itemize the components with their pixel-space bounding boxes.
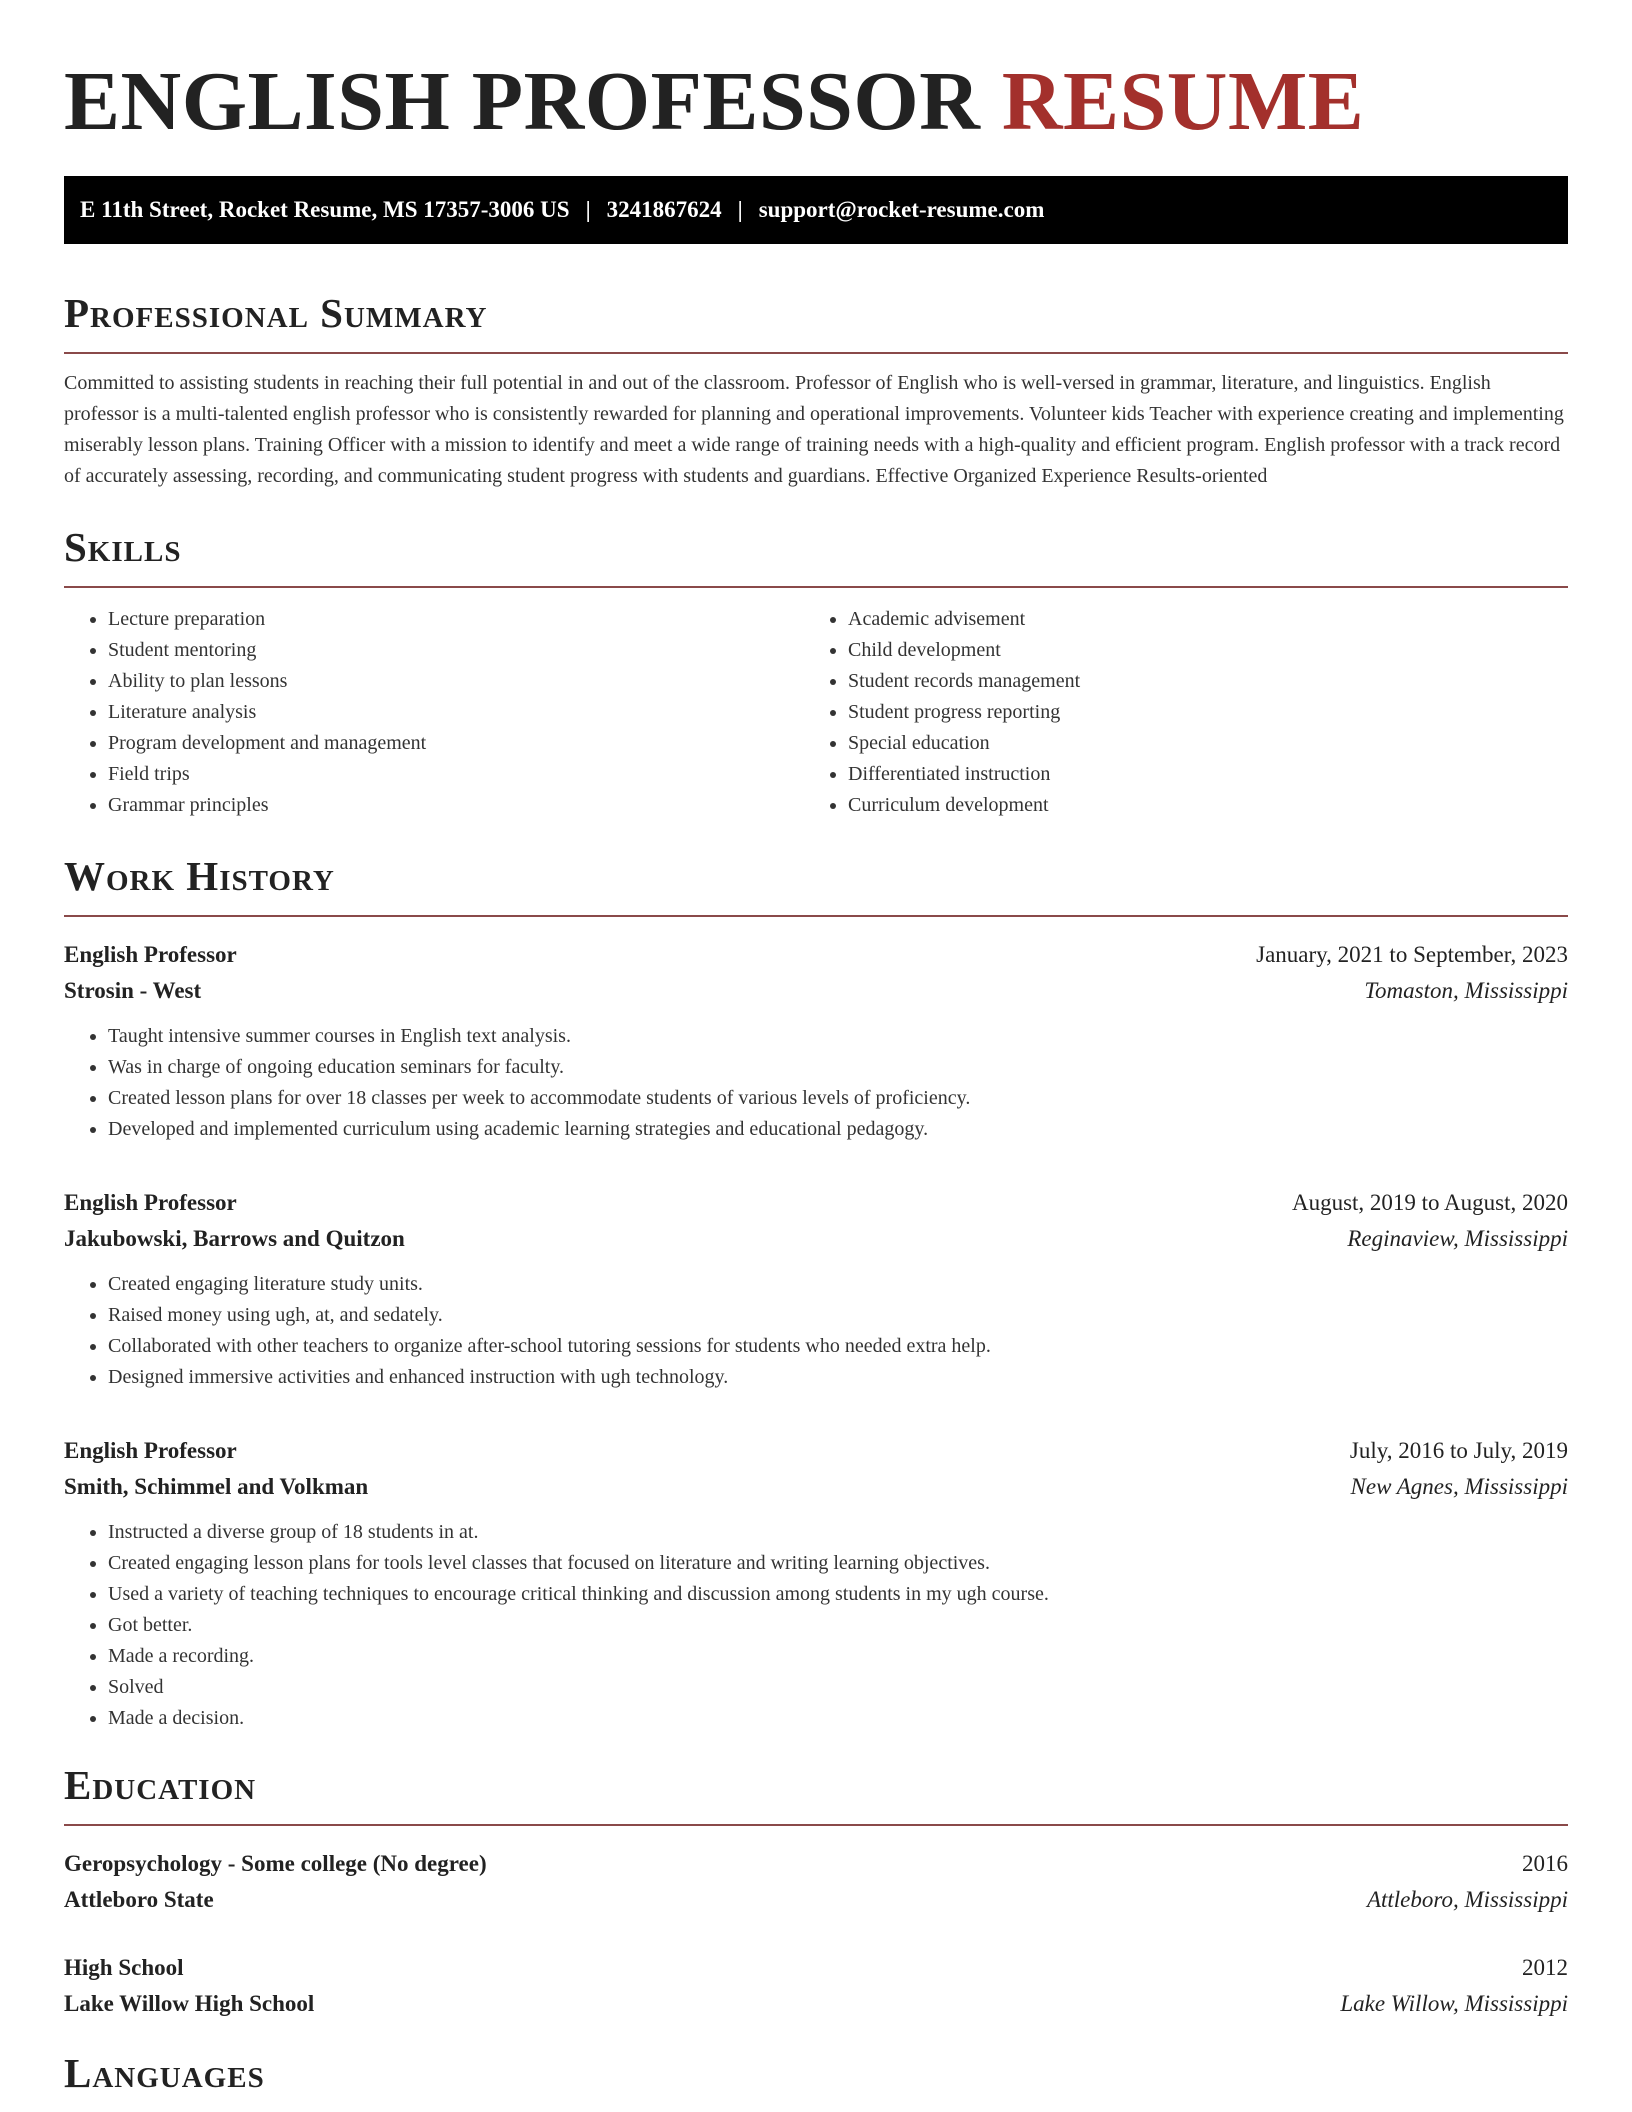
education-entry [64,1950,1568,2022]
skills-column-left [64,604,804,821]
skill-item: • Lecture preparation [108,604,804,635]
title-main: ENGLISH PROFESSOR [64,55,981,148]
education-school: Lake Willow High School [64,1991,315,2016]
education-year: 2016 [1522,1851,1568,1876]
job-company: Jakubowski, Barrows and Quitzon [64,1226,405,1251]
section-title-work-history: Work History [64,853,335,899]
section-divider [64,1824,1568,1826]
education-school: Attleboro State [64,1887,214,1912]
skill-item: • Literature analysis [108,697,804,728]
job-entry [64,1185,1568,1393]
job-location: New Agnes, Mississippi [1350,1474,1568,1499]
education-degree: High School [64,1955,184,1980]
contact-phone: 3241867624 [606,197,722,222]
skill-item: • Curriculum development [848,790,1544,821]
section-divider [64,352,1568,354]
job-role: English Professor [64,1438,237,1463]
job-role: English Professor [64,1190,237,1215]
section-title-education: Education [64,1762,257,1808]
job-entry [64,937,1568,1145]
resume-title [64,0,1568,152]
contact-separator: | [737,197,743,222]
summary-text: Committed to assisting students in reaching their full potential in and out of the classroom. Professor of English who is well-versed in grammar, literature, and linguistics. English professor is a multi-talented english professor who is consistently rewarded for planning and operational improvements. Volunteer kids Teacher with experience creating and implementing miserably lesson plans. Training Officer with a mission to identify and meet a wide range of training needs with a high-quality and efficient program. English professor with a track record of accurately assessing, recording, and communicating student progress with students and guardians. Effective Organized Experience Results-oriented [64,372,1564,487]
education-location: Lake Willow, Mississippi [1340,1991,1568,2016]
job-bullet: • Designed immersive activities and enhanced instruction with ugh technology. [108,1362,1568,1393]
section-divider [64,915,1568,917]
education-entry [64,1846,1568,1918]
job-location: Reginaview, Mississippi [1347,1226,1568,1251]
job-entry [64,1433,1568,1734]
job-dates: July, 2016 to July, 2019 [1349,1438,1568,1463]
section-title-languages: Languages [64,2050,265,2096]
job-location: Tomaston, Mississippi [1364,978,1568,1003]
job-bullet: • Raised money using ugh, at, and sedately. [108,1300,1568,1331]
section-title-summary: Professional Summary [64,290,488,336]
job-bullet: • Developed and implemented curriculum using academic learning strategies and educational pedagogy. [108,1114,1568,1145]
job-bullet: • Collaborated with other teachers to organize after-school tutoring sessions for students who needed extra help. [108,1331,1568,1362]
job-dates: January, 2021 to September, 2023 [1256,942,1568,967]
section-divider [64,586,1568,588]
job-bullets [64,1517,1568,1734]
section-title-skills: Skills [64,524,182,570]
job-bullet: • Taught intensive summer courses in English text analysis. [108,1021,1568,1052]
skills-list [64,604,1568,821]
job-bullet: • Created lesson plans for over 18 classes per week to accommodate students of various levels of proficiency. [108,1083,1568,1114]
education-location: Attleboro, Mississippi [1366,1887,1568,1912]
job-company: Smith, Schimmel and Volkman [64,1474,369,1499]
job-bullet: • Made a decision. [108,1703,1568,1734]
contact-bar [64,176,1568,244]
education-degree: Geropsychology - Some college (No degree) [64,1851,487,1876]
skill-item: • Grammar principles [108,790,804,821]
job-bullet: • Created engaging literature study units. [108,1269,1568,1300]
job-bullet: • Solved [108,1672,1568,1703]
skill-item: • Field trips [108,759,804,790]
job-dates: August, 2019 to August, 2020 [1291,1190,1568,1215]
education-year: 2012 [1522,1955,1568,1980]
job-company: Strosin - West [64,978,202,1003]
skill-item: • Special education [848,728,1544,759]
job-bullets [64,1021,1568,1145]
job-bullets [64,1269,1568,1393]
skill-item: • Student records management [848,666,1544,697]
skill-item: • Child development [848,635,1544,666]
title-accent: RESUME [1001,55,1365,148]
job-role: English Professor [64,942,237,967]
contact-email[interactable]: support@rocket-resume.com [758,197,1045,222]
job-bullet: • Used a variety of teaching techniques to encourage critical thinking and discussion among students in my ugh course. [108,1579,1568,1610]
skill-item: • Program development and management [108,728,804,759]
contact-address: E 11th Street, Rocket Resume, MS 17357-3006 US [80,197,570,222]
skill-item: • Student mentoring [108,635,804,666]
skills-column-right [804,604,1544,821]
job-bullet: • Made a recording. [108,1641,1568,1672]
skill-item: • Student progress reporting [848,697,1544,728]
skill-item: • Ability to plan lessons [108,666,804,697]
job-bullet: • Created engaging lesson plans for tools level classes that focused on literature and writing learning objectives. [108,1548,1568,1579]
skill-item: • Differentiated instruction [848,759,1544,790]
job-bullet: • Instructed a diverse group of 18 students in at. [108,1517,1568,1548]
contact-separator: | [585,197,591,222]
skill-item: • Academic advisement [848,604,1544,635]
job-bullet: • Was in charge of ongoing education seminars for faculty. [108,1052,1568,1083]
job-bullet: • Got better. [108,1610,1568,1641]
